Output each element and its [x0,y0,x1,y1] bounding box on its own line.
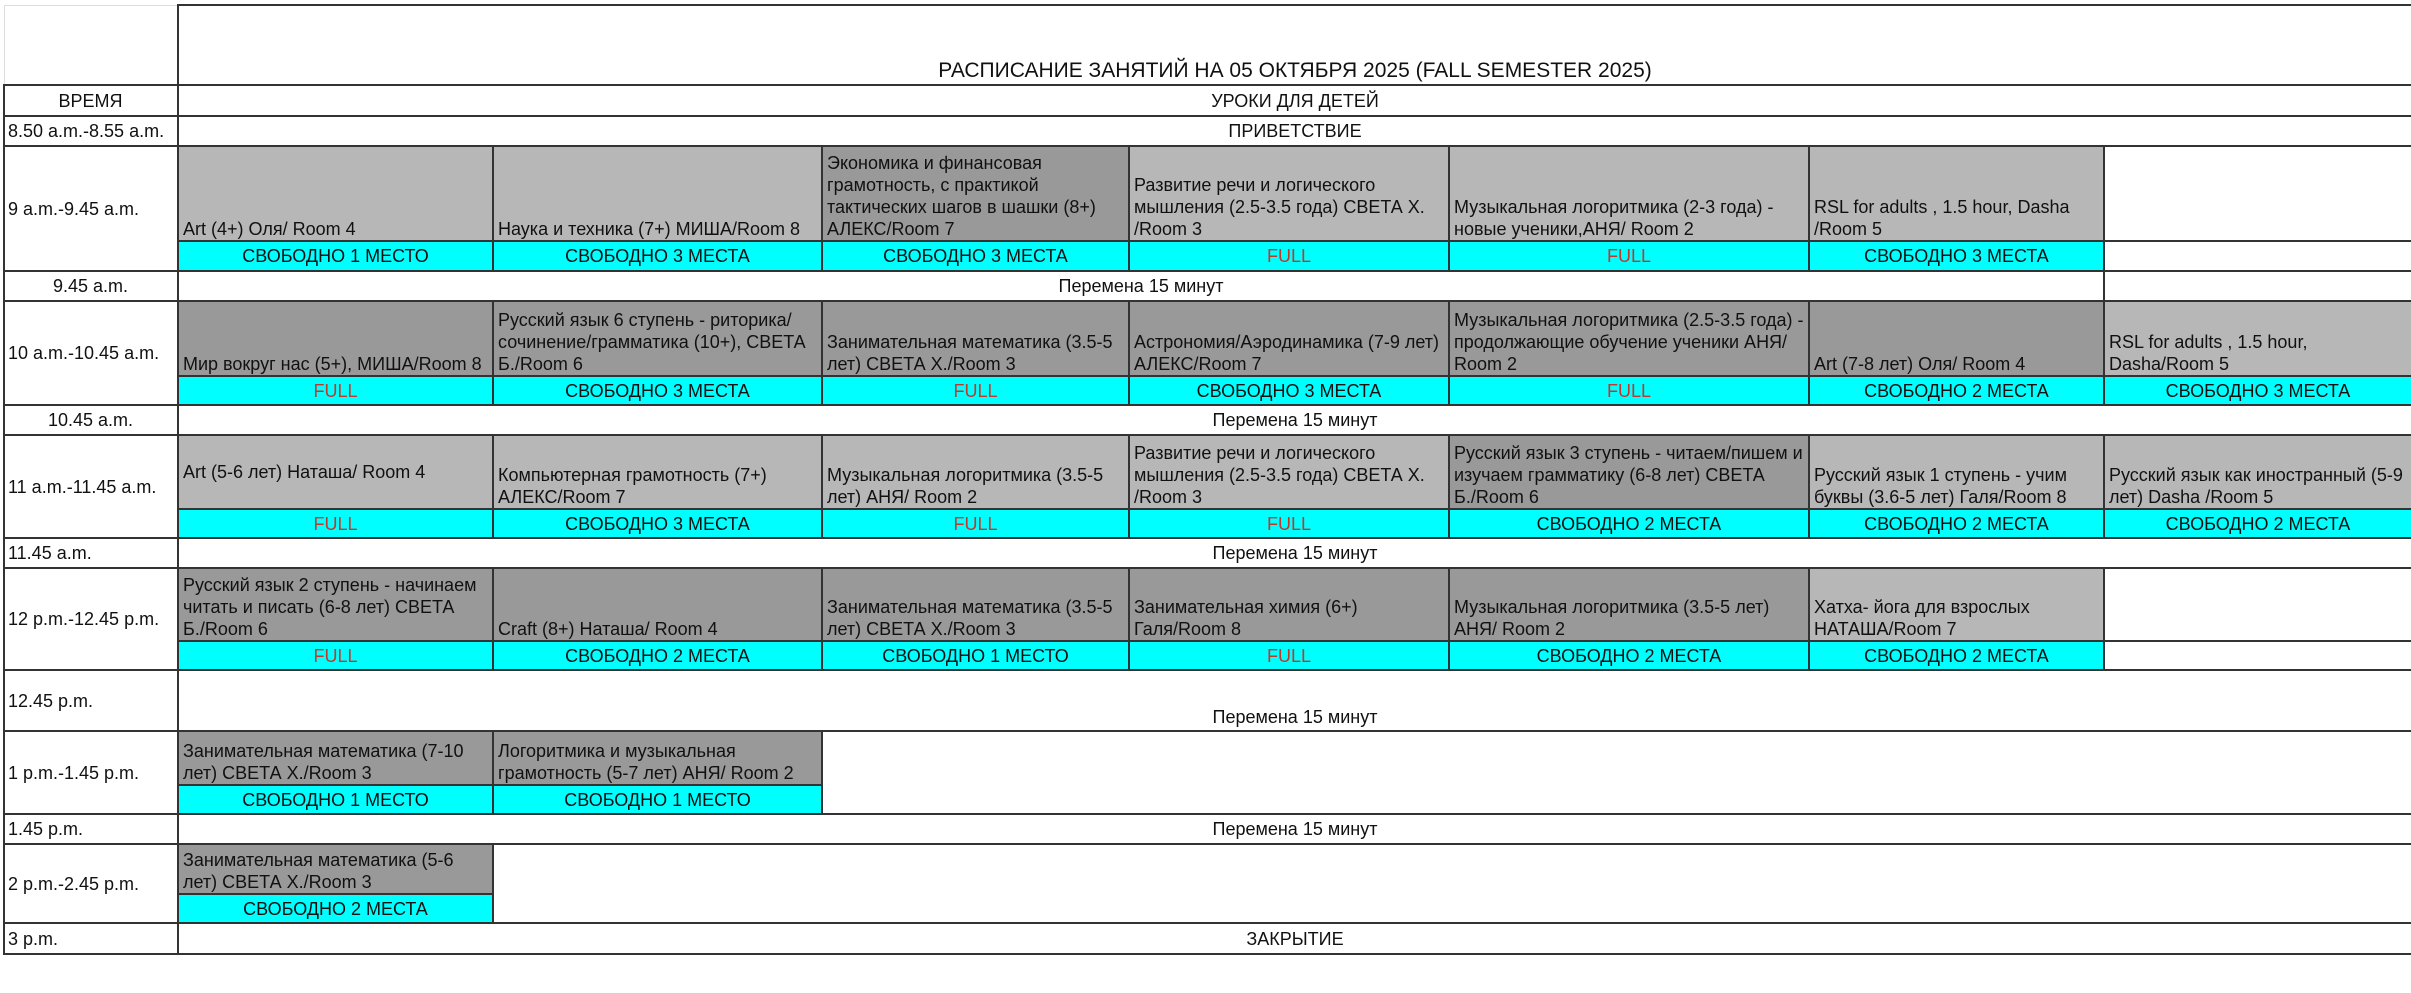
class-cell: Русский язык 3 ступень - читаем/пишем и изучаем грамматику (6-8 лет) СВЕТА Б./Room 6 [1449,435,1809,509]
class-cell: Занимательная математика (5-6 лет) СВЕТА Х./Room 3 [178,844,493,894]
class-cell: RSL for adults , 1.5 hour, Dasha/Room 5 [2104,301,2411,376]
time-cell: 3 p.m. [4,923,178,954]
time-cell: 10 a.m.-10.45 a.m. [4,301,178,405]
class-cell: Русский язык 2 ступень - начинаем читать и писать (6-8 лет) СВЕТА Б./Room 6 [178,568,493,641]
corner-cell [4,5,178,85]
time-cell: 1 p.m.-1.45 p.m. [4,731,178,814]
slot-row-10am [4,301,2411,376]
greeting-row [4,116,2411,146]
status-badge: СВОБОДНО 1 МЕСТО [822,641,1129,670]
time-cell: 11.45 a.m. [4,538,178,568]
class-cell: Занимательная математика (3.5-5 лет) СВЕТА Х./Room 3 [822,568,1129,641]
closing-label: ЗАКРЫТИЕ [178,923,2411,954]
time-column-header: ВРЕМЯ [4,85,178,116]
status-badge-full: FULL [178,641,493,670]
status-row-11am [4,509,2411,538]
status-badge: СВОБОДНО 3 МЕСТА [493,509,822,538]
status-row-9am [4,241,2411,271]
break-label: Перемена 15 минут [178,271,2104,301]
break-label: Перемена 15 минут [178,670,2411,731]
break-row [4,405,2411,435]
class-cell: Занимательная математика (3.5-5 лет) СВЕТА Х./Room 3 [822,301,1129,376]
status-badge: СВОБОДНО 2 МЕСТА [493,641,822,670]
status-badge-full: FULL [178,509,493,538]
status-badge: СВОБОДНО 1 МЕСТО [178,785,493,814]
status-badge: СВОБОДНО 3 МЕСТА [1809,241,2104,271]
empty-cell [2104,241,2411,271]
class-cell: Хатха- йога для взрослых НАТАША/Room 7 [1809,568,2104,641]
class-cell: Art (5-6 лет) Наташа/ Room 4 [178,435,493,509]
class-cell: Наука и техника (7+) МИША/Room 8 [493,146,822,241]
class-cell: Art (4+) Оля/ Room 4 [178,146,493,241]
title-row [4,5,2411,85]
empty-cell [822,731,2411,814]
status-badge-full: FULL [1129,641,1449,670]
slot-row-12pm [4,568,2411,641]
break-row [4,271,2411,301]
break-label: Перемена 15 минут [178,814,2411,844]
class-cell: Развитие речи и логического мышления (2.5-3.5 года) СВЕТА Х. /Room 3 [1129,146,1449,241]
status-badge: СВОБОДНО 2 МЕСТА [1449,509,1809,538]
empty-cell [493,844,2411,923]
time-cell: 10.45 a.m. [4,405,178,435]
status-badge-full: FULL [1449,376,1809,405]
break-row [4,670,2411,731]
schedule-sheet [3,4,2411,955]
time-cell: 2 p.m.-2.45 p.m. [4,844,178,923]
class-cell: Мир вокруг нас (5+), МИША/Room 8 [178,301,493,376]
section-header: УРОКИ ДЛЯ ДЕТЕЙ [178,85,2411,116]
class-cell: Занимательная математика (7-10 лет) СВЕТА Х./Room 3 [178,731,493,785]
status-badge: СВОБОДНО 2 МЕСТА [1809,376,2104,405]
class-cell: Музыкальная логоритмика (2.5-3.5 года) - продолжающие обучение ученики АНЯ/ Room 2 [1449,301,1809,376]
status-badge: СВОБОДНО 3 МЕСТА [493,241,822,271]
slot-row-2pm [4,844,2411,894]
class-cell: Art (7-8 лет) Оля/ Room 4 [1809,301,2104,376]
status-row-12pm [4,641,2411,670]
status-badge-full: FULL [1129,241,1449,271]
break-label: Перемена 15 минут [178,538,2411,568]
status-badge-full: FULL [1449,241,1809,271]
time-cell: 1.45 p.m. [4,814,178,844]
status-badge: СВОБОДНО 3 МЕСТА [822,241,1129,271]
class-cell: Русский язык 1 ступень - учим буквы (3.6-5 лет) Галя/Room 8 [1809,435,2104,509]
greeting-label: ПРИВЕТСТВИЕ [178,116,2411,146]
empty-cell [2104,146,2411,241]
status-badge-full: FULL [1129,509,1449,538]
class-cell: Логоритмика и музыкальная грамотность (5-7 лет) АНЯ/ Room 2 [493,731,822,785]
status-badge-full: FULL [822,509,1129,538]
status-badge: СВОБОДНО 2 МЕСТА [1809,641,2104,670]
empty-cell [2104,568,2411,641]
class-cell: Компьютерная грамотность (7+) АЛЕКС/Room 7 [493,435,822,509]
status-badge-full: FULL [822,376,1129,405]
break-row [4,814,2411,844]
break-row [4,538,2411,568]
time-cell: 9 a.m.-9.45 a.m. [4,146,178,271]
status-badge: СВОБОДНО 1 МЕСТО [493,785,822,814]
slot-row-11am [4,435,2411,509]
schedule-table [3,4,2411,955]
closing-row [4,923,2411,954]
time-cell: 11 a.m.-11.45 a.m. [4,435,178,538]
empty-cell [2104,271,2411,301]
class-cell: RSL for adults , 1.5 hour, Dasha /Room 5 [1809,146,2104,241]
status-badge: СВОБОДНО 3 МЕСТА [493,376,822,405]
class-cell: Музыкальная логоритмика (3.5-5 лет) АНЯ/ Room 2 [1449,568,1809,641]
slot-row-9am [4,146,2411,241]
break-label: Перемена 15 минут [178,405,2411,435]
status-row-10am [4,376,2411,405]
status-badge: СВОБОДНО 3 МЕСТА [1129,376,1449,405]
class-cell: Русский язык 6 ступень - риторика/сочинение/грамматика (10+), СВЕТА Б./Room 6 [493,301,822,376]
status-badge: СВОБОДНО 2 МЕСТА [1809,509,2104,538]
page-title: РАСПИСАНИЕ ЗАНЯТИЙ НА 05 ОКТЯБРЯ 2025 (FALL SEMESTER 2025) [178,5,2411,85]
status-badge: СВОБОДНО 2 МЕСТА [1449,641,1809,670]
class-cell: Музыкальная логоритмика (2-3 года) - новые ученики,АНЯ/ Room 2 [1449,146,1809,241]
class-cell: Экономика и финансовая грамотность, с практикой тактических шагов в шашки (8+) АЛЕКС/Room 7 [822,146,1129,241]
class-cell: Развитие речи и логического мышления (2.5-3.5 года) СВЕТА Х. /Room 3 [1129,435,1449,509]
time-cell: 9.45 a.m. [4,271,178,301]
class-cell: Русский язык как иностранный (5-9 лет) Dasha /Room 5 [2104,435,2411,509]
time-cell: 12.45 p.m. [4,670,178,731]
class-cell: Craft (8+) Наташа/ Room 4 [493,568,822,641]
time-cell: 8.50 a.m.-8.55 a.m. [4,116,178,146]
status-badge: СВОБОДНО 3 МЕСТА [2104,376,2411,405]
class-cell: Астрономия/Аэродинамика (7-9 лет) АЛЕКС/Room 7 [1129,301,1449,376]
time-cell: 12 p.m.-12.45 p.m. [4,568,178,670]
status-badge: СВОБОДНО 2 МЕСТА [2104,509,2411,538]
header-row [4,85,2411,116]
status-badge: СВОБОДНО 1 МЕСТО [178,241,493,271]
class-cell: Музыкальная логоритмика (3.5-5 лет) АНЯ/ Room 2 [822,435,1129,509]
slot-row-1pm [4,731,2411,785]
class-cell: Занимательная химия (6+) Галя/Room 8 [1129,568,1449,641]
status-badge: СВОБОДНО 2 МЕСТА [178,894,493,923]
empty-cell [2104,641,2411,670]
status-badge-full: FULL [178,376,493,405]
